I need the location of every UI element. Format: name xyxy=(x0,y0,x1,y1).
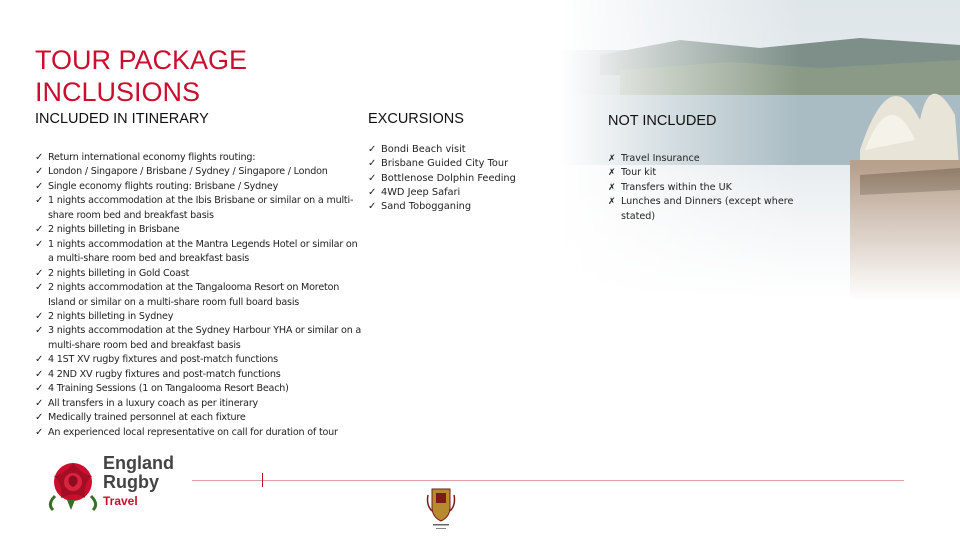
cross-icon: ✗ xyxy=(608,197,616,208)
list-item: ✗ Lunches and Dinners (except where stated) xyxy=(608,196,794,222)
check-icon: ✓ xyxy=(35,195,44,207)
check-icon: ✓ xyxy=(368,186,377,198)
page-title: TOUR PACKAGE INCLUSIONS xyxy=(35,45,248,107)
list-item: ✓ Bottlenose Dolphin Feeding xyxy=(368,172,588,186)
list-item: ✓ 1 nights accommodation at the Mantra Legends Hotel or similar on a multi-share room bed and breakfast basis xyxy=(35,238,358,265)
list-item: ✗ Tour kit xyxy=(608,166,818,180)
excursions-list xyxy=(368,143,588,214)
logo-wordmark: England Rugby xyxy=(103,453,174,492)
check-icon: ✓ xyxy=(35,325,44,337)
check-icon: ✓ xyxy=(35,412,44,424)
list-item: ✓ 2 nights billeting in Gold Coast xyxy=(35,267,365,281)
list-item: ✓ Sand Tobogganing xyxy=(368,200,588,214)
list-item: ✓ Medically trained personnel at each fixture xyxy=(35,411,365,425)
list-item: ✓ 2 nights billeting in Sydney xyxy=(35,310,365,324)
check-icon: ✓ xyxy=(368,201,377,213)
check-icon: ✓ xyxy=(35,310,44,322)
check-icon: ✓ xyxy=(368,158,377,170)
list-item: ✓ 2 nights billeting in Brisbane xyxy=(35,223,365,237)
check-icon: ✓ xyxy=(35,152,44,163)
check-icon: ✓ xyxy=(35,224,44,236)
not-included-heading: NOT INCLUDED xyxy=(608,113,717,129)
school-crest-icon xyxy=(424,485,458,531)
list-item: ✓ 4 2ND XV rugby fixtures and post-match functions xyxy=(35,368,365,382)
check-icon: ✓ xyxy=(35,383,44,395)
list-item: ✓ Brisbane Guided City Tour xyxy=(368,157,588,171)
list-item: ✓ All transfers in a luxury coach as per itinerary xyxy=(35,397,365,411)
footer-divider-tick xyxy=(262,473,263,487)
cross-icon: ✗ xyxy=(608,154,616,164)
list-item: ✓ Single economy flights routing: Brisbane / Sydney xyxy=(35,180,365,194)
check-icon: ✓ xyxy=(368,172,377,184)
cross-icon: ✗ xyxy=(608,182,616,193)
list-item: ✓ 4 Training Sessions (1 on Tangalooma Resort Beach) xyxy=(35,382,365,396)
check-icon: ✓ xyxy=(35,180,44,192)
check-icon: ✓ xyxy=(35,354,44,366)
list-item: ✓ 3 nights accommodation at the Sydney Harbour YHA or similar on a multi-share room bed and breakfast basis xyxy=(35,325,362,351)
footer-divider xyxy=(192,480,904,481)
check-icon: ✓ xyxy=(35,397,44,409)
cross-icon: ✗ xyxy=(608,168,616,179)
itinerary-list xyxy=(35,151,365,440)
list-item: ✓ An experienced local representative on call for duration of tour xyxy=(35,426,365,440)
check-icon: ✓ xyxy=(368,144,377,155)
check-icon: ✓ xyxy=(35,166,44,178)
check-icon: ✓ xyxy=(35,426,44,438)
excursions-heading: EXCURSIONS xyxy=(368,111,464,127)
itinerary-heading: INCLUDED IN ITINERARY xyxy=(35,111,209,127)
list-item: ✓ Bondi Beach visit xyxy=(368,143,588,157)
check-icon: ✓ xyxy=(35,238,44,250)
check-icon: ✓ xyxy=(35,368,44,380)
list-item: ✗ Transfers within the UK xyxy=(608,181,818,195)
list-item: ✓ 4WD Jeep Safari xyxy=(368,186,588,200)
logo-travel-label: Travel xyxy=(103,494,138,508)
list-item: ✓ Return international economy flights routing: xyxy=(35,151,365,165)
list-item: ✗ Travel Insurance xyxy=(608,152,818,166)
list-item: ✓ London / Singapore / Brisbane / Sydney / Singapore / London xyxy=(35,165,365,179)
list-item: ✓ 4 1ST XV rugby fixtures and post-match functions xyxy=(35,353,365,367)
list-item: ✓ 2 nights accommodation at the Tangalooma Resort on Moreton Island or similar on a multi-share room full board basis xyxy=(35,282,340,308)
not-included-list xyxy=(608,152,818,224)
list-item: ✓ 1 nights accommodation at the Ibis Brisbane or similar on a multi-share room bed and breakfast basis xyxy=(35,195,354,221)
check-icon: ✓ xyxy=(35,282,44,294)
check-icon: ✓ xyxy=(35,267,44,279)
sydney-harbour-photo xyxy=(560,0,960,300)
